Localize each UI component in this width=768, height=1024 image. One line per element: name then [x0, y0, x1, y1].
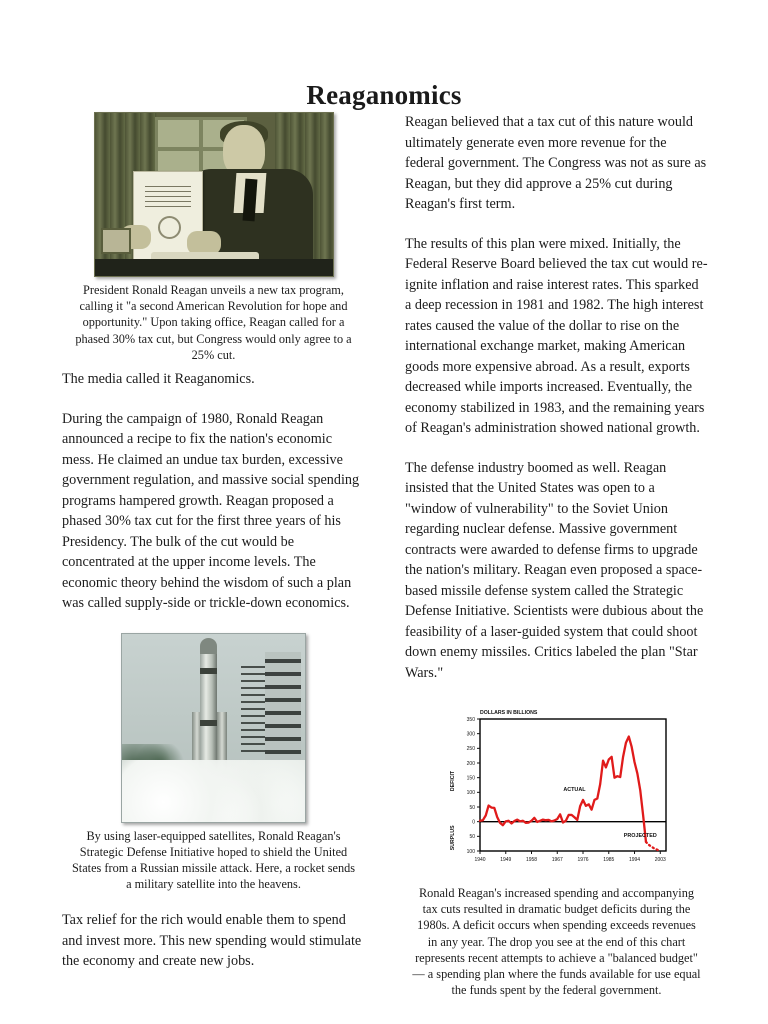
figure-rocket-photo — [62, 633, 365, 893]
svg-text:100: 100 — [466, 848, 475, 855]
paragraph-media-called-it: The media called it Reaganomics. — [62, 371, 255, 388]
chart-plot-area — [480, 719, 666, 851]
reagan-tax-program-image — [94, 112, 334, 277]
svg-text:50: 50 — [468, 804, 475, 811]
presidential-seal-icon — [158, 216, 181, 239]
svg-text:1967: 1967 — [551, 857, 563, 863]
svg-text:150: 150 — [466, 775, 475, 782]
svg-text:ACTUAL: ACTUAL — [562, 786, 586, 793]
rocket-band-upper — [200, 668, 217, 674]
chart-ylabel-surplus: SURPLUS — [449, 825, 456, 851]
rocket-nose-cone — [200, 638, 217, 654]
svg-text:300: 300 — [466, 731, 475, 738]
right-column — [405, 112, 708, 1002]
svg-text:350: 350 — [466, 716, 475, 723]
desk-picture-frame — [101, 228, 131, 254]
svg-text:250: 250 — [466, 746, 475, 753]
svg-text:200: 200 — [466, 760, 475, 767]
rocket-band-lower — [200, 720, 217, 726]
svg-text:1958: 1958 — [525, 857, 537, 863]
svg-text:1949: 1949 — [499, 857, 511, 863]
figure-caption-rocket: By using laser-equipped satellites, Ronald Reagan's Strategic Defense Initiative hoped to shield the United States from a Russian missile attack. Here, a rocket sends a military satellite into the heavens. — [71, 828, 356, 892]
figure-caption-chart: Ronald Reagan's increased spending and accompanying tax cuts resulted in dramatic budget deficits during the 1980s. A deficit occurs when spending exceeds revenues in any year. The drop you see at the end of this chart represents recent attempts to achieve a "balanced budget" — a spending plan where the funds available for use equal the funds spent by the federal government. — [412, 886, 701, 998]
svg-text:0: 0 — [471, 819, 475, 826]
svg-text:50: 50 — [468, 834, 475, 841]
paragraph-reagan-believed: Reagan believed that a tax cut of this nature would ultimately generate even more revenue for the federal government. The Congress was not as sure as Reagan, but they did approve a 25% cut during Reagan's first term. — [405, 114, 707, 212]
left-column — [62, 112, 365, 972]
svg-text:100: 100 — [466, 790, 475, 797]
figure-reagan-photo — [62, 112, 365, 363]
deficit-surplus-chart — [438, 702, 676, 878]
paragraph-results-mixed: The results of this plan were mixed. Initially, the Federal Reserve Board believed the tax cut would re-ignite inflation and raise interest rates. This sparked a deep recession in 1981 and 1982. The high interest rates caused the value of the dollar to rise on the international exchange market, making American goods more expensive abroad. As a result, exports decreased while imports increased. Eventually, the economy stabilized in 1983, and the remaining years of Reagan's administration showed national growth. — [405, 235, 708, 436]
paragraph-tax-relief: Tax relief for the rich would enable them to spend and invest more. This new spending would stimulate the economy and create new jobs. — [62, 912, 362, 970]
svg-text:1976: 1976 — [576, 857, 589, 863]
svg-text:1940: 1940 — [473, 857, 486, 863]
document-text-lines — [145, 186, 191, 208]
reagan-necktie — [242, 179, 257, 222]
paragraph-campaign-1980: During the campaign of 1980, Ronald Reagan announced a recipe to fix the nation's economic mess. He claimed an undue tax burden, excessive government regulation, and massive social spending programs hampered growth. Reagan proposed a phased 30% tax cut for the first three years of his Presidency. The bulk of the cut would be concentrated at the upper income levels. The economic theory behind the wisdom of such a plan was called supply-side or trickle-down economics. — [62, 410, 360, 612]
paragraph-defense-industry: The defense industry boomed as well. Reagan insisted that the United States was open to a "window of vulnerability" to the Soviet Union regarding nuclear defense. Massive government contracts were awarded to defense firms to upgrade the nation's military. Reagan even proposed a space-based missile defense system called the Strategic Defense Initiative. Scientists were dubious about the feasibility of a laser-guided system that could shoot down enemy missiles. Critics labeled the plan "Star Wars." — [405, 459, 704, 681]
svg-text:2003: 2003 — [654, 857, 666, 863]
resolute-desk — [95, 259, 333, 276]
chart-ylabel-deficit: DEFICIT — [449, 770, 456, 792]
rocket-launch-image — [121, 633, 306, 823]
chart-x-axis — [474, 851, 666, 863]
figure-caption-reagan: President Ronald Reagan unveils a new tax program, calling it "a second American Revolution for hope and opportunity." Upon taking office, Reagan called for a phased 30% tax cut, but Congress would only agree to a 25% cut. — [75, 283, 352, 362]
svg-text:1985: 1985 — [602, 857, 614, 863]
chart-y-axis — [466, 717, 479, 855]
exhaust-plume — [121, 760, 306, 823]
figure-deficit-chart — [405, 702, 708, 998]
page-title: Reaganomics — [306, 80, 462, 111]
svg-text:PROJECTED: PROJECTED — [623, 832, 657, 839]
service-gantry — [241, 664, 265, 752]
svg-text:1994: 1994 — [628, 857, 640, 863]
chart-title: DOLLARS IN BILLIONS — [479, 710, 537, 716]
chart-svg — [438, 702, 676, 878]
